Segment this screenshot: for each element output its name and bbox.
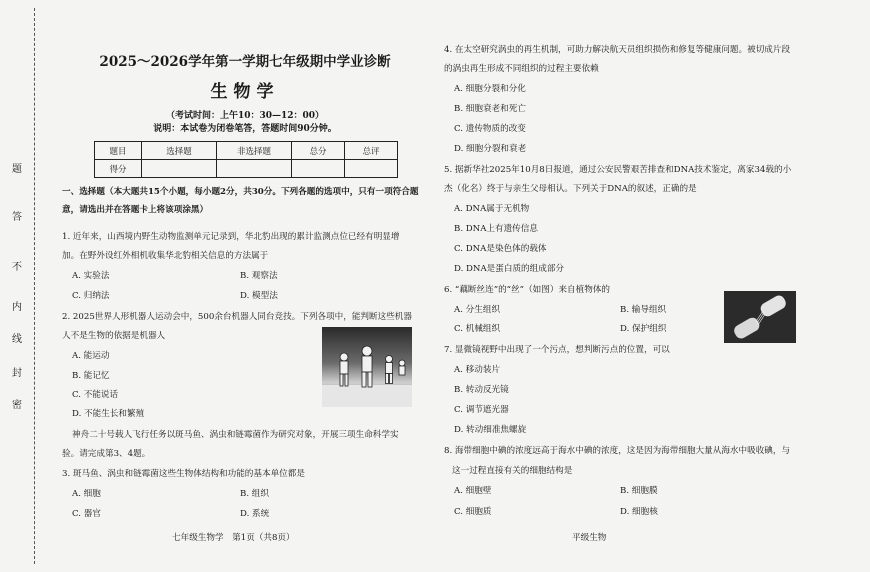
option: B. 能记忆 (72, 371, 110, 381)
option: B. 转动反光镜 (454, 385, 509, 395)
score-cell (345, 160, 398, 178)
option: B. 输导组织 (620, 305, 667, 315)
passage-text: 神舟二十号载人飞行任务以斑马鱼、涡虫和链霉菌作为研究对象，开展三项生命科学实 (72, 430, 399, 440)
subject-title: 生物学 (210, 82, 280, 102)
score-cell (292, 160, 345, 178)
question-4-stem: 4. 在太空研究涡虫的再生机制，可助力解决航天员组织损伤和修复等健康问题。被切成片段 (444, 45, 791, 55)
section-heading: 意，请选出并在答题卡上将该项涂黑） (62, 205, 209, 215)
exam-note: 说明：本试卷为闭卷笔答，答题时间90分钟。 (153, 124, 337, 134)
option: D. 细胞分裂和衰老 (454, 144, 527, 154)
option: C. 归纳法 (72, 291, 110, 301)
exam-time: （考试时间：上午10：30—12：00） (165, 111, 325, 121)
option: C. 遗传物质的改变 (454, 124, 526, 134)
option: A. 能运动 (72, 351, 110, 361)
lotus-root-photo (724, 291, 796, 343)
option: B. DNA上有遗传信息 (454, 224, 538, 234)
question-1-stem: 加。在野外设红外相机收集华北豹相关信息的方法属于 (62, 251, 269, 261)
option: D. DNA是蛋白质的组成部分 (454, 264, 565, 274)
margin-char: 内 (12, 302, 22, 313)
option: A. 实验法 (72, 271, 110, 281)
option: D. 保护组织 (620, 324, 667, 334)
option: A. 细胞壁 (454, 486, 492, 496)
score-row-label: 得分 (95, 160, 142, 178)
margin-char: 线 (12, 334, 22, 345)
option: C. 不能说话 (72, 390, 119, 400)
option: D. 不能生长和繁殖 (72, 409, 145, 419)
option: D. 模型法 (240, 291, 278, 301)
option: A. 细胞分裂和分化 (454, 84, 526, 94)
question-3-stem: 3. 斑马鱼、涡虫和链霉菌这些生物体结构和功能的基本单位都是 (62, 469, 305, 479)
margin-char: 答 (12, 212, 22, 223)
question-7-stem: 7. 显微镜视野中出现了一个污点，想判断污点的位置，可以 (444, 345, 670, 355)
option: C. DNA是染色体的载体 (454, 244, 547, 254)
exam-title: 2025～2026学年第一学期七年级期中学业诊断 (99, 54, 391, 70)
question-8-stem: 这一过程直接有关的细胞结构是 (452, 466, 573, 476)
option: A. DNA属于无机物 (454, 204, 530, 214)
section-heading: 一、选择题（本大题共15个小题，每小题2分，共30分。下列各题的选项中，只有一项符合题 (62, 187, 419, 197)
margin-char: 密 (12, 400, 22, 411)
option: C. 细胞质 (454, 507, 492, 517)
score-header: 题目 (95, 142, 142, 160)
question-8-stem: 8. 海带细胞中碘的浓度远高于海水中碘的浓度，这是因为海带细胞大量从海水中吸收碘，与 (444, 446, 791, 456)
option: B. 细胞膜 (620, 486, 658, 496)
option: B. 组织 (240, 489, 269, 499)
question-4-stem: 的涡虫再生形成不同组织的过程主要依赖 (444, 64, 599, 74)
score-table (94, 141, 398, 178)
margin-char: 不 (12, 262, 22, 273)
robots-illustration (322, 327, 412, 407)
margin-char: 题 (12, 164, 22, 175)
binding-dashed-line (34, 8, 35, 564)
margin-char: 封 (12, 368, 22, 379)
question-5-stem: 5. 据新华社2025年10月8日报道，通过公安民警艰苦排查和DNA技术鉴定，离家34载的小 (444, 165, 792, 175)
option: A. 细胞 (72, 489, 101, 499)
page-footer-right: 平级生物 (572, 533, 607, 543)
option: A. 分生组织 (454, 305, 501, 315)
score-header: 总评 (345, 142, 398, 160)
option: D. 细胞核 (620, 507, 658, 517)
question-6-stem: 6. “藕断丝连”的“丝”（如图）来自植物体的 (444, 285, 611, 295)
option: D. 系统 (240, 509, 270, 519)
option: C. 器官 (72, 509, 101, 519)
option: D. 转动细准焦螺旋 (454, 425, 527, 435)
option: A. 移动装片 (454, 365, 501, 375)
question-1-stem: 1. 近年来，山西境内野生动物监测单元记录到，华北豹出现的累计监测点位已经有明显增 (62, 232, 400, 242)
passage-text: 验。请完成第3、4题。 (62, 449, 151, 459)
option: B. 观察法 (240, 271, 278, 281)
robot-photo (322, 327, 412, 407)
score-cell (142, 160, 217, 178)
score-header: 非选择题 (217, 142, 292, 160)
score-header: 总分 (292, 142, 345, 160)
option: B. 细胞衰老和死亡 (454, 104, 526, 114)
score-cell (217, 160, 292, 178)
question-2-stem: 2. 2025世界人形机器人运动会中，500余台机器人同台竞技。下列各项中，能判断这些机器 (62, 312, 412, 322)
option: C. 调节遮光器 (454, 405, 509, 415)
option: C. 机械组织 (454, 324, 501, 334)
question-2-stem: 人不是生物的依据是机器人 (62, 331, 166, 341)
page-footer-left: 七年级生物学 第1页（共8页） (172, 533, 295, 543)
question-5-stem: 杰（化名）终于与亲生父母相认。下列关于DNA的叙述，正确的是 (444, 184, 697, 194)
score-header: 选择题 (142, 142, 217, 160)
lotus-root-illustration (724, 291, 796, 343)
